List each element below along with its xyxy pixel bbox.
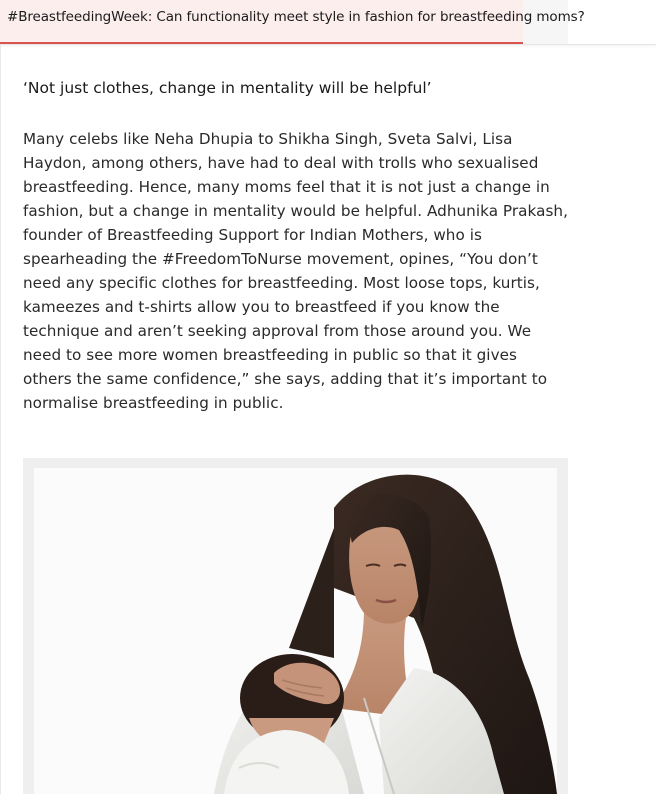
article-paragraph: Many celebs like Neha Dhupia to Shikha Singh, Sveta Salvi, Lisa Haydon, among others, have had to deal with trolls who sexualised breastfeeding. Hence, many moms feel that it is not just a change in fashion, but a change in mentality would be helpful. Adhunika Prakash, founder of Breastfeeding Support for Indian Mothers, who is spearheading the #FreedomToNurse movement, opines, “You don’t need any specific clothes for breastfeeding. Most loose tops, kurtis, kameezes and t-shirts allow you to breastfeed if you know the technique and aren’t seeking approval from those around you. We need to see more women breastfeeding in public so that it gives others the same confidence,” she says, adding that it’s important to normalise breastfeeding in public. (23, 130, 568, 412)
header-article-title[interactable]: #BreastfeedingWeek: Can functionality meet style in fashion for breastfeeding moms? (7, 9, 585, 25)
sticky-header (0, 0, 656, 45)
mother-nursing-baby-illustration (34, 468, 557, 794)
article-body (23, 44, 568, 415)
content-divider (0, 44, 1, 794)
section-subheading: ‘Not just clothes, change in mentality will be helpful’ (23, 79, 432, 97)
article-image-frame (23, 458, 568, 794)
article-photo[interactable] (34, 468, 557, 794)
